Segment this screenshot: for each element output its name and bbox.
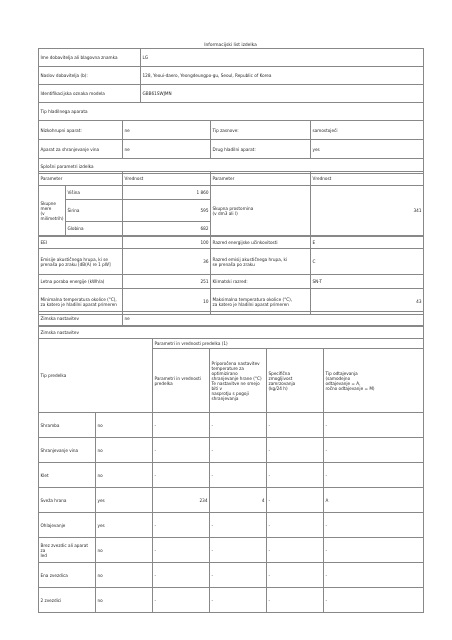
col-pv: Parametri in vrednosti predelka xyxy=(153,349,210,413)
col-params: Parametri in vrednosti predelka (1) xyxy=(153,339,424,349)
other-value: yes xyxy=(311,140,424,159)
row-present: yes xyxy=(96,488,153,513)
row-volume: - xyxy=(153,438,210,463)
model-label: Identifikacijska oznaka modela xyxy=(39,85,141,103)
row-present: no xyxy=(96,538,153,563)
energy-params-table xyxy=(38,236,424,315)
winter-label: Zimska nastavitev xyxy=(39,312,123,326)
eclass-value: E xyxy=(311,237,424,249)
noise-label: Emisije akustičnega hrupa, ki se prenaša po zraku [dB(A) re 1 pW] xyxy=(39,249,123,275)
noise-class-value: C xyxy=(311,249,424,275)
width-value: 595 xyxy=(123,200,211,222)
row-freeze: - xyxy=(267,413,324,438)
general-params-table xyxy=(38,171,424,236)
appliance-type-heading: Tip hladilnega aparata xyxy=(39,103,424,121)
eei-label: EEI xyxy=(39,237,123,249)
design-type-label: Tip zasnove: xyxy=(211,121,311,140)
compartments-heading: Zimska nastavitev xyxy=(39,327,424,339)
width-label: Širina xyxy=(66,200,123,222)
depth-label: Globina xyxy=(66,222,123,236)
eclass-label: Razred energijske učinkovitosti xyxy=(211,237,311,249)
row-defrost: - xyxy=(324,513,424,538)
depth-value: 682 xyxy=(123,222,211,236)
annual-label: Letna poraba energije (kWh/a) xyxy=(39,275,123,289)
row-temp: - xyxy=(210,563,267,588)
row-present: yes xyxy=(96,513,153,538)
general-heading: Splošni parametri izdelka xyxy=(39,159,424,174)
row-name: Ena zvezdica xyxy=(39,563,96,588)
wine-label: Aparat za shranjevanje vina xyxy=(39,140,123,159)
row-present: no xyxy=(96,463,153,488)
noise-class-label: Razred emisij akustičnega hrupa, ki se prenaša po zraku xyxy=(211,249,311,275)
col-defrost: Tip odtajevanja (samodejno odtajevanje = A, ročno odtajevanje = M) xyxy=(324,349,424,413)
row-name: Brez zvezdic ali aparat za led xyxy=(39,538,96,563)
winter-table xyxy=(38,311,424,326)
climate-value: SN-T xyxy=(311,275,424,289)
wine-value: ne xyxy=(123,140,211,159)
row-temp: - xyxy=(210,538,267,563)
volume-value: 341 xyxy=(311,186,424,236)
low-noise-label: Nizkohrupni aparat: xyxy=(39,121,123,140)
row-name: Ohlajevanje xyxy=(39,513,96,538)
compartments-table xyxy=(38,326,424,613)
col-value2: Vrednost xyxy=(311,172,424,186)
row-temp: - xyxy=(210,413,267,438)
supplier-table xyxy=(38,48,424,121)
row-volume: 234 xyxy=(153,488,210,513)
height-label: Višina xyxy=(66,186,123,200)
low-noise-value: ne xyxy=(123,121,211,140)
eei-value: 100 xyxy=(123,237,211,249)
row-freeze: - xyxy=(267,588,324,613)
address-value: 128, Yeoui-daero, Yeongdeungpo-gu, Seoul, Republic of Korea xyxy=(141,67,424,85)
row-name: Klet xyxy=(39,463,96,488)
row-temp: - xyxy=(210,438,267,463)
col-freeze: Specifična zmogljivost zamrzovanja (kg/24 h) xyxy=(267,349,324,413)
row-name: Shranjevanje vina xyxy=(39,438,96,463)
row-defrost: - xyxy=(324,588,424,613)
supplier-value: LG xyxy=(141,49,424,67)
row-defrost: - xyxy=(324,413,424,438)
row-defrost: - xyxy=(324,538,424,563)
address-label: Naslov dobavitelja (b): xyxy=(39,67,141,85)
noise-value: 36 xyxy=(123,249,211,275)
row-volume: - xyxy=(153,588,210,613)
col-temp: Priporočena nastavitev temperature za optimizirano shranjevanje hrane (°C) Te nastavitve ne smejo biti v nasprotju s pogoji shranjevanja xyxy=(210,349,267,413)
row-volume: - xyxy=(153,413,210,438)
row-volume: - xyxy=(153,563,210,588)
supplier-label: Ime dobavitelja ali blagovna znamka xyxy=(39,49,141,67)
row-defrost: A xyxy=(324,488,424,513)
row-defrost: - xyxy=(324,438,424,463)
row-temp: - xyxy=(210,513,267,538)
row-present: no xyxy=(96,563,153,588)
row-freeze: - xyxy=(267,438,324,463)
row-volume: - xyxy=(153,538,210,563)
max-temp-value: 43 xyxy=(311,289,424,315)
min-temp-label: Minimalna temperatura okolice (°C), za katero je hladilni aparat primeren xyxy=(39,289,123,315)
row-freeze: - xyxy=(267,563,324,588)
row-freeze: - xyxy=(267,488,324,513)
row-temp: - xyxy=(210,463,267,488)
page-title: Informacijski list izdelka xyxy=(204,43,257,48)
row-name: Sveža hrana xyxy=(39,488,96,513)
min-temp-value: 10 xyxy=(123,289,211,315)
col-value: Vrednost xyxy=(123,172,211,186)
design-type-value: samostojeći xyxy=(311,121,424,140)
row-name: 2 zvezdici xyxy=(39,588,96,613)
model-value: GBB61SWJMN xyxy=(141,85,424,103)
row-freeze: - xyxy=(267,538,324,563)
height-value: 1 860 xyxy=(123,186,211,200)
row-temp: 4 xyxy=(210,488,267,513)
row-volume: - xyxy=(153,513,210,538)
row-temp: - xyxy=(210,588,267,613)
annual-value: 251 xyxy=(123,275,211,289)
col-param2: Parameter xyxy=(211,172,311,186)
row-defrost: - xyxy=(324,463,424,488)
row-present: no xyxy=(96,413,153,438)
row-defrost: - xyxy=(324,563,424,588)
row-freeze: - xyxy=(267,513,324,538)
row-name: Shramba xyxy=(39,413,96,438)
max-temp-label: Maksimalna temperatura okolice (°C), za katero je hladilni aparat primeren xyxy=(211,289,311,315)
col-param: Parameter xyxy=(39,172,123,186)
dims-label: Skupne mere (v milimetrih) xyxy=(39,186,66,236)
appliance-type-table xyxy=(38,120,424,174)
col-type: Tip predelka xyxy=(39,339,153,413)
row-present: no xyxy=(96,588,153,613)
volume-label: Skupna prostornina (v dm3 ali l) xyxy=(211,186,311,236)
row-volume: - xyxy=(153,463,210,488)
winter-value: ne xyxy=(123,312,424,326)
row-freeze: - xyxy=(267,463,324,488)
row-present: no xyxy=(96,438,153,463)
climate-label: Klimatski razred: xyxy=(211,275,311,289)
other-label: Drug hladilni aparat: xyxy=(211,140,311,159)
